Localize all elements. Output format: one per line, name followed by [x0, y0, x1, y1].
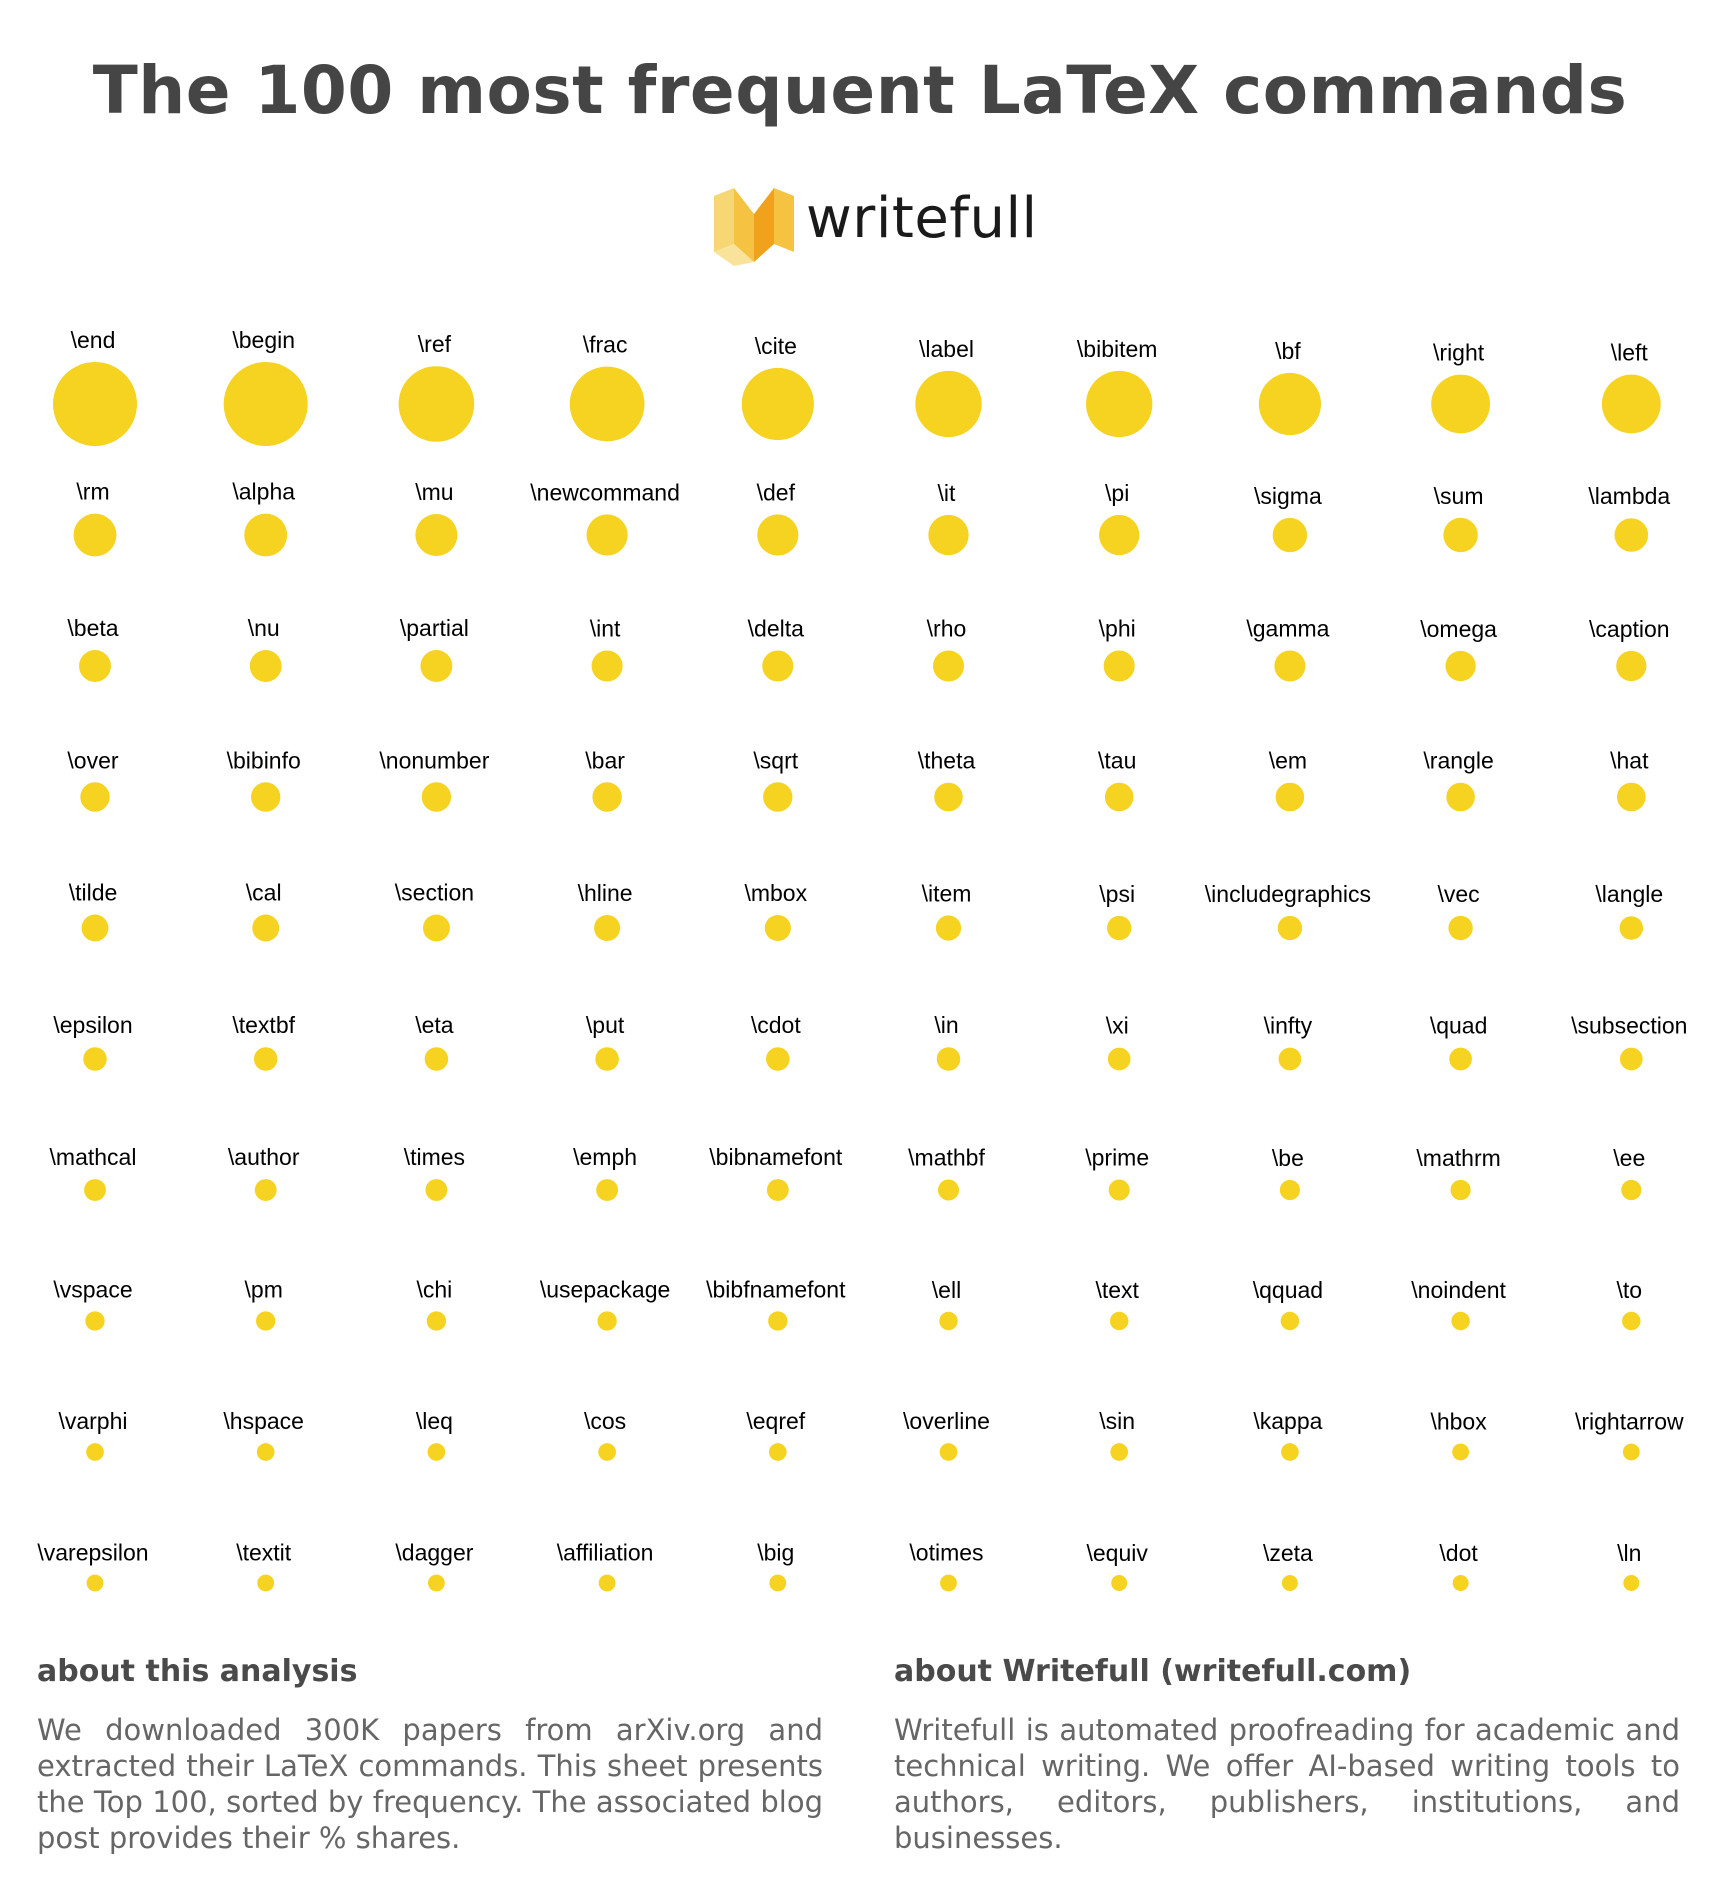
bubble — [1449, 1048, 1472, 1071]
command-label: \bf — [1275, 337, 1301, 364]
bubble — [1276, 783, 1305, 812]
bubble — [1110, 1312, 1128, 1330]
bubble — [83, 1047, 107, 1071]
command-label: \langle — [1595, 881, 1664, 908]
command-label: \big — [757, 1539, 795, 1566]
command-label: \dagger — [395, 1539, 474, 1566]
bubble — [940, 1575, 957, 1592]
command-label: \mathcal — [49, 1144, 137, 1171]
command-label: \nu — [247, 615, 280, 642]
bubble — [765, 915, 791, 941]
bubble — [934, 783, 963, 812]
command-label: \cite — [754, 332, 797, 359]
bubble — [1453, 1575, 1469, 1591]
command-label: \text — [1095, 1276, 1139, 1303]
command-label: \left — [1610, 339, 1648, 366]
bubble — [937, 1047, 961, 1071]
command-label: \rangle — [1423, 747, 1494, 774]
command-label: \epsilon — [53, 1012, 133, 1039]
bubble — [1621, 1180, 1641, 1200]
command-label: \equiv — [1086, 1540, 1148, 1567]
about-analysis-heading: about this analysis — [37, 1654, 358, 1689]
bubble — [1623, 1444, 1640, 1461]
bubble — [939, 1312, 957, 1330]
command-label: \xi — [1105, 1012, 1129, 1039]
bubble — [257, 1575, 274, 1592]
command-label: \kappa — [1253, 1408, 1323, 1435]
bubble — [587, 514, 628, 555]
command-label: \section — [394, 879, 475, 906]
command-label: \subsection — [1571, 1012, 1688, 1039]
command-label: \sqrt — [753, 747, 799, 774]
bubble — [1111, 1575, 1127, 1591]
bubble — [1259, 373, 1321, 435]
command-label: \in — [934, 1012, 959, 1039]
command-label: \pi — [1105, 479, 1130, 506]
bubble — [762, 650, 793, 681]
command-label: \frac — [582, 331, 628, 358]
bubble — [1104, 650, 1135, 681]
command-label: \dot — [1439, 1540, 1478, 1567]
bubble — [250, 650, 282, 682]
command-label: \eta — [415, 1012, 454, 1039]
command-label: \sin — [1099, 1408, 1136, 1435]
command-label: \bibnamefont — [709, 1144, 843, 1171]
command-label: \textbf — [232, 1012, 296, 1039]
command-label: \bibinfo — [226, 747, 301, 774]
command-label: \em — [1268, 747, 1308, 774]
bubble — [592, 650, 623, 681]
command-label: \rho — [926, 615, 967, 642]
bubble — [1282, 1575, 1298, 1591]
command-label: \to — [1616, 1276, 1643, 1303]
bubble — [599, 1575, 616, 1592]
command-label: \tau — [1098, 747, 1137, 774]
bubble — [1105, 783, 1134, 812]
bubble — [255, 1179, 277, 1201]
command-label: \bibitem — [1076, 335, 1158, 362]
command-label: \item — [921, 880, 972, 907]
bubble — [82, 915, 109, 942]
bubble — [257, 1443, 275, 1461]
command-label: \put — [585, 1012, 625, 1039]
command-label: \times — [403, 1144, 466, 1171]
command-label: \noindent — [1411, 1276, 1506, 1303]
bubble — [595, 1047, 619, 1071]
bubble — [915, 371, 981, 437]
bubble — [757, 514, 798, 555]
page-title: The 100 most frequent LaTeX commands — [92, 52, 1628, 129]
bubble — [1452, 1444, 1469, 1461]
bubble — [399, 366, 475, 442]
command-label: \otimes — [909, 1539, 984, 1566]
bubble — [84, 1179, 106, 1201]
command-label: \gamma — [1246, 615, 1330, 642]
bubble — [1109, 1180, 1130, 1201]
about-writefull-body: Writefull is automated proofreading for academic and technical writing. We offer AI-based writing tools to authors, editors, publishers, institutions, and businesses. — [894, 1713, 1680, 1855]
command-label: \end — [70, 327, 116, 353]
bubble — [1622, 1312, 1640, 1330]
command-label: \textit — [236, 1539, 292, 1566]
bubble — [244, 514, 287, 557]
bubble — [256, 1311, 275, 1330]
bubble — [420, 650, 452, 682]
bubble — [1086, 371, 1152, 437]
command-label: \mathbf — [908, 1144, 985, 1171]
command-label: \mu — [415, 479, 454, 505]
bubble — [79, 650, 111, 682]
writefull-logo — [712, 186, 1038, 266]
command-label: \alpha — [232, 478, 296, 505]
bubble — [252, 915, 279, 942]
bubble — [1602, 375, 1661, 434]
command-label: \sum — [1433, 482, 1484, 509]
bubble — [1617, 783, 1646, 812]
command-label: \qquad — [1252, 1276, 1324, 1303]
command-label: \ell — [931, 1276, 962, 1303]
bubble — [1620, 916, 1644, 940]
bubble — [1107, 916, 1131, 940]
command-label: \hline — [577, 879, 633, 906]
command-label: \vspace — [53, 1276, 133, 1303]
command-label: \newcommand — [530, 479, 680, 506]
command-label: \cos — [584, 1408, 627, 1435]
command-label: \rightarrow — [1574, 1408, 1684, 1435]
bubble — [928, 515, 968, 555]
bubble — [1615, 518, 1649, 552]
command-label: \psi — [1099, 880, 1136, 907]
command-label: \hbox — [1430, 1408, 1487, 1435]
command-label: \hat — [1610, 747, 1649, 774]
command-label: \over — [67, 747, 119, 774]
command-label: \lambda — [1588, 483, 1671, 510]
command-label: \eqref — [746, 1408, 806, 1435]
bubble — [422, 782, 451, 811]
command-label: \ref — [417, 331, 452, 358]
bubble — [1274, 650, 1305, 681]
bubble — [428, 1575, 445, 1592]
bubble — [769, 1443, 787, 1461]
command-label: \phi — [1098, 615, 1136, 642]
bubble — [594, 915, 620, 941]
command-label: \ln — [1617, 1540, 1642, 1567]
bubble — [769, 1575, 786, 1592]
bubble — [1110, 1443, 1128, 1461]
bubble — [1448, 916, 1472, 940]
bubble — [251, 782, 280, 811]
bubble — [1099, 515, 1139, 555]
bubble — [768, 1311, 787, 1330]
logo-text: writefull — [806, 186, 1038, 251]
command-label: \varepsilon — [37, 1539, 149, 1566]
bubble — [592, 782, 621, 811]
about-analysis-body: We downloaded 300K papers from arXiv.org and extracted their LaTeX commands. This sheet presents the Top 100, sorted by frequency. The associated blog post provides their % shares. — [37, 1713, 823, 1855]
command-label: \bar — [585, 747, 625, 774]
bubble — [415, 514, 457, 556]
bubble — [254, 1047, 278, 1071]
command-label: \cdot — [750, 1012, 801, 1039]
command-label: \hspace — [223, 1408, 304, 1435]
command-label: \def — [756, 479, 795, 506]
bubble — [1281, 1443, 1299, 1461]
bubble — [427, 1311, 446, 1330]
command-label: \vec — [1437, 880, 1480, 907]
bubble — [74, 514, 117, 557]
bubble — [1279, 1048, 1302, 1071]
bubble — [933, 650, 964, 681]
command-label: \theta — [917, 747, 976, 774]
command-label: \tilde — [68, 879, 118, 906]
command-label: \int — [589, 615, 621, 642]
command-label: \varphi — [58, 1408, 128, 1435]
bubble — [423, 915, 450, 942]
command-label: \prime — [1085, 1144, 1150, 1171]
command-label: \sigma — [1254, 482, 1322, 509]
bubble — [1280, 1180, 1300, 1200]
command-label: \be — [1271, 1144, 1304, 1171]
writefull-w-icon — [712, 186, 796, 266]
bubble — [1273, 518, 1307, 552]
command-label: \leq — [415, 1408, 453, 1435]
command-label: \cal — [245, 879, 282, 906]
bubble — [938, 1180, 959, 1201]
bubble — [85, 1311, 104, 1330]
command-label: \omega — [1420, 615, 1497, 642]
bubble — [936, 915, 961, 940]
bubble — [940, 1443, 958, 1461]
bubble — [763, 782, 792, 811]
bubble — [1623, 1575, 1639, 1591]
about-writefull-heading: about Writefull (writefull.com) — [894, 1654, 1412, 1689]
command-label: \mbox — [744, 879, 808, 906]
command-label: \overline — [903, 1408, 990, 1435]
bubble — [53, 362, 137, 446]
bubble — [742, 368, 814, 440]
command-label: \pm — [244, 1276, 283, 1303]
command-label: \chi — [416, 1276, 453, 1303]
bubble — [596, 1179, 618, 1201]
command-label: \nonumber — [379, 747, 490, 774]
bubble — [425, 1047, 449, 1071]
command-label: \infty — [1263, 1012, 1313, 1039]
command-label: \quad — [1429, 1012, 1488, 1039]
command-label: \mathrm — [1416, 1144, 1501, 1171]
command-label: \begin — [232, 327, 296, 353]
bubble — [87, 1575, 104, 1592]
command-label: \it — [937, 479, 956, 506]
bubble — [1278, 916, 1302, 940]
bubble — [1281, 1312, 1299, 1330]
bubble — [1443, 518, 1477, 552]
command-label: \beta — [67, 615, 119, 642]
bubble — [597, 1311, 616, 1330]
command-label: \emph — [573, 1144, 638, 1171]
command-label: \author — [227, 1144, 300, 1171]
bubble — [766, 1047, 790, 1071]
bubble — [1431, 375, 1490, 434]
bubble — [598, 1443, 616, 1461]
command-label: \includegraphics — [1204, 880, 1372, 907]
bubble — [425, 1179, 447, 1201]
command-label: \rm — [76, 478, 110, 505]
bubble — [428, 1443, 446, 1461]
command-label: \delta — [747, 615, 804, 642]
bubble — [80, 782, 109, 811]
bubble — [1108, 1048, 1131, 1071]
bubble — [1446, 783, 1475, 812]
command-label: \caption — [1589, 615, 1670, 642]
command-label: \ee — [1613, 1144, 1646, 1171]
bubble — [767, 1179, 789, 1201]
command-label: \partial — [399, 615, 469, 642]
bubble — [1451, 1180, 1471, 1200]
bubble — [86, 1443, 104, 1461]
command-label: \zeta — [1262, 1540, 1313, 1567]
bubble — [224, 362, 308, 446]
bubble-chart — [0, 320, 1720, 1620]
bubble — [1445, 651, 1475, 681]
command-label: \bibfnamefont — [706, 1276, 846, 1303]
command-label: \right — [1433, 339, 1485, 366]
command-label: \label — [919, 335, 974, 362]
command-label: \affiliation — [556, 1539, 654, 1566]
bubble — [1451, 1312, 1469, 1330]
command-label: \usepackage — [539, 1276, 671, 1303]
bubble — [1620, 1048, 1643, 1071]
bubble — [570, 367, 645, 442]
bubble — [1616, 651, 1646, 681]
